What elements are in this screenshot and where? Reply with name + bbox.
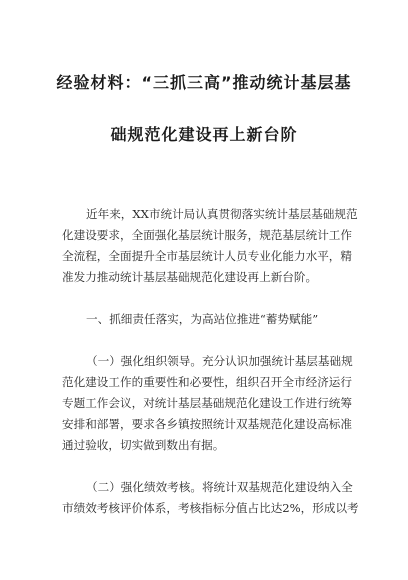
paragraph-2-line-4: 安排和部署，要求各乡镇按照统计双基规范化建设高标准 — [62, 417, 352, 431]
paragraph-1-line-1: 近年来，XX市统计局认真贯彻落实统计基层基础规范 — [86, 207, 358, 221]
section-1-heading: 一、抓细责任落实，为高站位推进“蓄势赋能” — [86, 312, 319, 326]
paragraph-1-line-2: 化建设要求，全面强化基层统计服务，规范基层统计工作 — [62, 228, 352, 242]
document-title-line-1: 经验材料：“三抓三高”推动统计基层基 — [56, 73, 352, 92]
paragraph-1-line-3: 全流程，全面提升全市基层统计人员专业化能力水平，精 — [62, 249, 352, 263]
paragraph-2-line-3: 专题工作会议，对统计基层基础规范化建设工作进行统筹 — [62, 396, 352, 410]
paragraph-3-line-1: （二）强化绩效考核。将统计双基规范化建设纳入全 — [86, 480, 353, 494]
paragraph-1-line-4: 准发力推动统计基层基础规范化建设再上新台阶。 — [62, 270, 318, 284]
paragraph-2-line-1: （一）强化组织领导。充分认识加强统计基层基础规 — [86, 354, 353, 368]
paragraph-2-line-5: 通过验收，切实做到数出有据。 — [62, 438, 225, 452]
document-title-line-2: 础规范化建设再上新台阶 — [110, 125, 298, 144]
paragraph-3-line-2: 市绩效考核评价体系，考核指标分值占比达2%，形成以考 — [62, 501, 359, 515]
paragraph-2-line-2: 范化建设工作的重要性和必要性，组织召开全市经济运行 — [62, 375, 352, 389]
